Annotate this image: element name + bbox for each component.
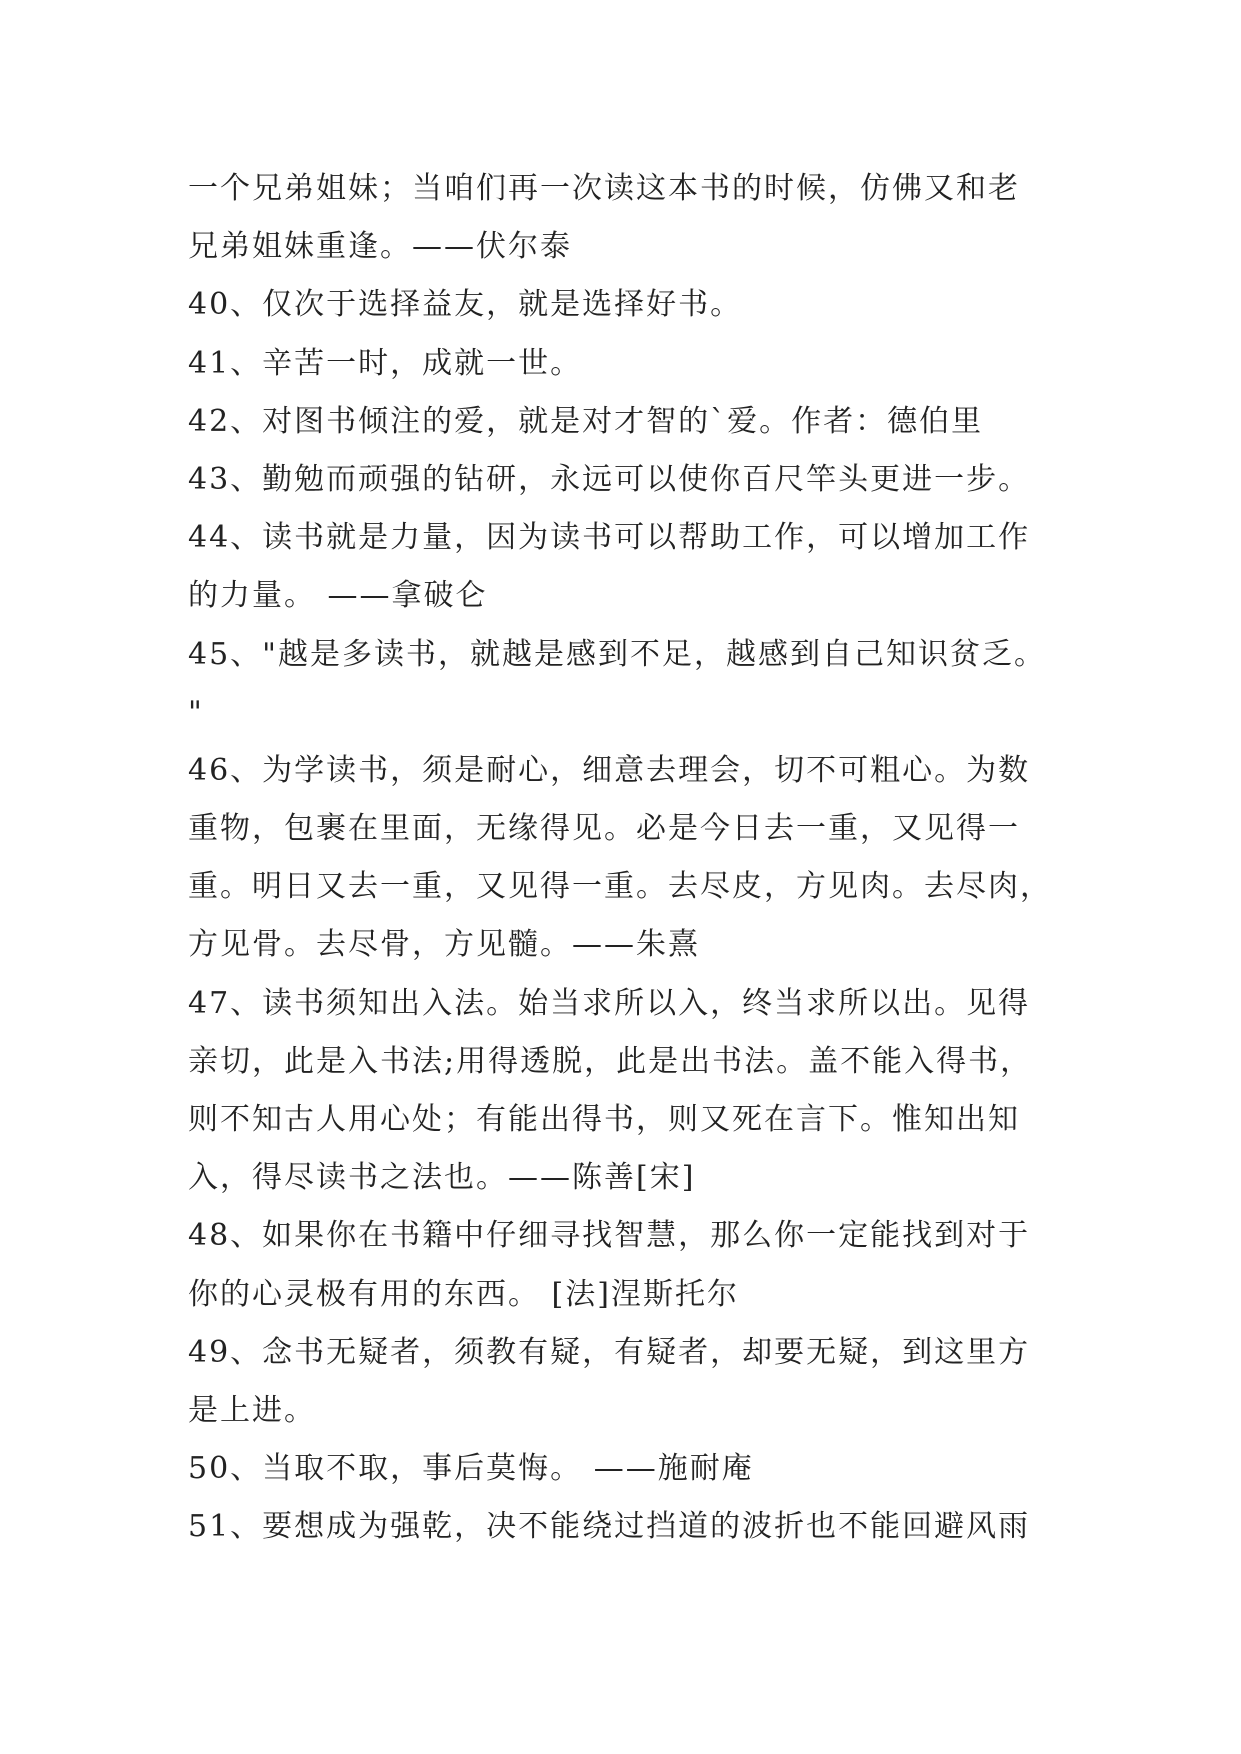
text-line: 41、辛苦一时，成就一世。 [188, 345, 583, 381]
text-line: 的力量。 ——拿破仑 [188, 578, 488, 614]
text-line: 46、为学读书，须是耐心，细意去理会，切不可粗心。为数 [188, 752, 1031, 788]
text-line: 44、读书就是力量，因为读书可以帮助工作，可以增加工作 [188, 520, 1031, 556]
text-line: 49、念书无疑者，须教有疑，有疑者，却要无疑，到这里方 [188, 1334, 1031, 1370]
text-line: 则不知古人用心处；有能出得书，则又死在言下。惟知出知 [188, 1102, 1020, 1137]
text-line: 你的心灵极有用的东西。 [法]涅斯托尔 [188, 1276, 739, 1312]
text-line: 入，得尽读书之法也。——陈善[宋] [188, 1160, 696, 1196]
text-line: 一个兄弟姐妹；当咱们再一次读这本书的时候，仿佛又和老 [188, 171, 1020, 206]
text-line: 51、要想成为强乾，决不能绕过挡道的波折也不能回避风雨 [188, 1509, 1031, 1545]
text-line: 50、当取不取，事后莫悔。 ——施耐庵 [188, 1451, 754, 1487]
text-line: 47、读书须知出入法。始当求所以入，终当求所以出。见得 [188, 985, 1031, 1021]
text-line: 40、仅次于选择益友，就是选择好书。 [188, 287, 743, 323]
text-line: 兄弟姐妹重逢。——伏尔泰 [188, 229, 572, 265]
text-line: 方见骨。去尽骨，方见髓。——朱熹 [188, 927, 700, 963]
text-line: 亲切，此是入书法;用得透脱，此是出书法。盖不能入得书， [188, 1043, 1033, 1079]
text-line: 重。明日又去一重，又见得一重。去尽皮，方见肉。去尽肉， [188, 869, 1052, 905]
text-line: 45、"越是多读书，就越是感到不足，越感到自己知识贫乏。 [188, 636, 1046, 672]
text-line: 是上进。 [188, 1392, 316, 1428]
text-line: 42、对图书倾注的爱，就是对才智的`爱。作者：德伯里 [188, 403, 984, 439]
text-line: 48、如果你在书籍中仔细寻找智慧，那么你一定能找到对于 [188, 1218, 1031, 1254]
body-text [188, 160, 1068, 1557]
text-line: 43、勤勉而顽强的钻研，永远可以使你百尺竿头更进一步。 [188, 461, 1031, 497]
text-line: 重物，包裹在里面，无缘得见。必是今日去一重，又见得一 [188, 811, 1020, 847]
text-line: " [188, 694, 204, 730]
